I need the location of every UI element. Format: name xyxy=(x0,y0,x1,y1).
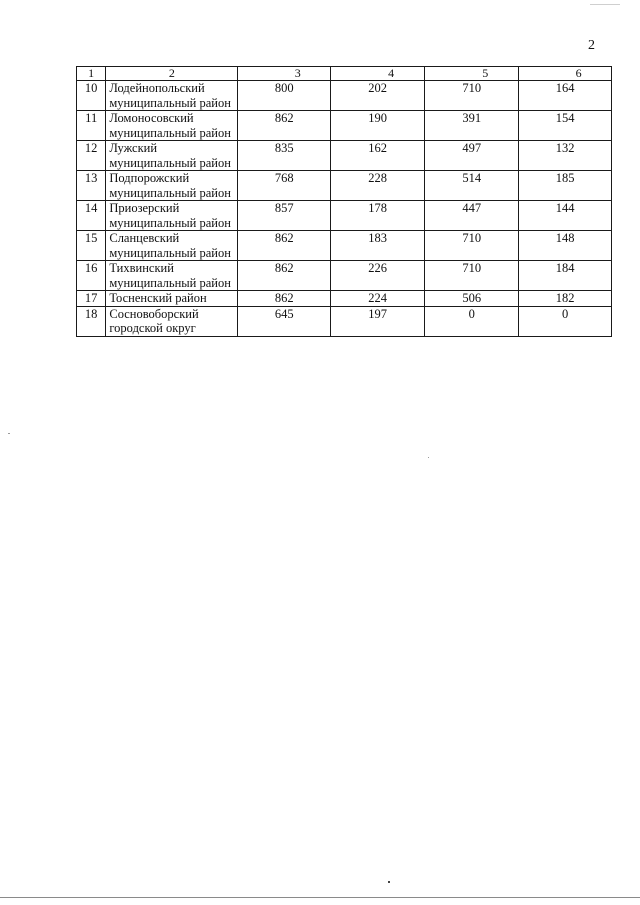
row-value-3: 862 xyxy=(238,231,331,261)
row-value-6: 182 xyxy=(519,291,612,307)
row-name xyxy=(106,306,238,336)
row-value-4: 226 xyxy=(331,261,425,291)
row-value-5: 506 xyxy=(425,291,519,307)
column-header-3: 3 xyxy=(238,67,331,81)
row-name-line1: Сланцевский xyxy=(109,231,180,245)
row-name-line2: муниципальный район xyxy=(109,95,231,110)
column-header-5: 5 xyxy=(425,67,519,81)
row-name-line2: муниципальный район xyxy=(109,275,231,290)
table-row xyxy=(77,111,612,141)
row-name-line2: городской округ xyxy=(109,321,196,335)
row-value-6: 154 xyxy=(519,111,612,141)
row-value-5: 710 xyxy=(425,81,519,111)
row-name xyxy=(106,81,238,111)
data-table xyxy=(76,66,612,337)
row-value-3: 862 xyxy=(238,261,331,291)
row-value-4: 228 xyxy=(331,171,425,201)
row-value-3: 768 xyxy=(238,171,331,201)
row-number: 18 xyxy=(77,306,106,336)
row-name-line2: муниципальный район xyxy=(109,155,231,170)
table-row xyxy=(77,231,612,261)
row-value-3: 800 xyxy=(238,81,331,111)
row-number: 17 xyxy=(77,291,106,307)
row-value-5: 0 xyxy=(425,306,519,336)
row-value-4: 190 xyxy=(331,111,425,141)
row-name xyxy=(106,171,238,201)
row-value-6: 148 xyxy=(519,231,612,261)
row-value-5: 497 xyxy=(425,141,519,171)
row-value-3: 835 xyxy=(238,141,331,171)
row-number: 16 xyxy=(77,261,106,291)
row-value-6: 184 xyxy=(519,261,612,291)
column-header-1: 1 xyxy=(77,67,106,81)
row-name-line1: Лужский xyxy=(109,141,158,155)
table-row xyxy=(77,291,612,307)
column-header-4: 4 xyxy=(331,67,425,81)
row-number: 11 xyxy=(77,111,106,141)
row-value-4: 162 xyxy=(331,141,425,171)
row-value-3: 862 xyxy=(238,291,331,307)
row-name-line2: муниципальный район xyxy=(109,185,231,200)
page-number: 2 xyxy=(588,38,595,53)
column-header-2: 2 xyxy=(106,67,238,81)
row-number: 13 xyxy=(77,171,106,201)
row-value-5: 710 xyxy=(425,261,519,291)
row-value-6: 0 xyxy=(519,306,612,336)
row-value-6: 144 xyxy=(519,201,612,231)
row-number: 12 xyxy=(77,141,106,171)
row-value-6: 132 xyxy=(519,141,612,171)
row-name-line1: Тихвинский xyxy=(109,261,174,275)
row-value-3: 862 xyxy=(238,111,331,141)
row-value-5: 447 xyxy=(425,201,519,231)
table-row xyxy=(77,171,612,201)
table-header-row xyxy=(77,67,612,81)
row-name xyxy=(106,231,238,261)
row-name xyxy=(106,201,238,231)
row-number: 14 xyxy=(77,201,106,231)
scan-speck xyxy=(428,457,429,458)
scan-bottom-edge xyxy=(0,897,640,898)
row-name xyxy=(106,111,238,141)
row-value-4: 183 xyxy=(331,231,425,261)
row-number: 15 xyxy=(77,231,106,261)
row-value-6: 164 xyxy=(519,81,612,111)
table-row xyxy=(77,81,612,111)
row-value-5: 710 xyxy=(425,231,519,261)
table-row xyxy=(77,141,612,171)
row-value-4: 202 xyxy=(331,81,425,111)
row-name-line1: Приозерский xyxy=(109,201,180,215)
row-value-4: 178 xyxy=(331,201,425,231)
row-value-5: 391 xyxy=(425,111,519,141)
row-value-6: 185 xyxy=(519,171,612,201)
row-name: Тосненский район xyxy=(106,291,238,307)
row-name-line1: Сосновоборский xyxy=(109,306,199,321)
row-value-3: 857 xyxy=(238,201,331,231)
row-value-4: 197 xyxy=(331,306,425,336)
scan-speck xyxy=(388,881,390,883)
row-name-line2: муниципальный район xyxy=(109,125,231,140)
table-row xyxy=(77,261,612,291)
row-name-line2: муниципальный район xyxy=(109,245,231,260)
table-row xyxy=(77,201,612,231)
row-number: 10 xyxy=(77,81,106,111)
column-header-6: 6 xyxy=(519,67,612,81)
scan-speck xyxy=(590,4,620,5)
row-name xyxy=(106,261,238,291)
row-value-4: 224 xyxy=(331,291,425,307)
table-row xyxy=(77,306,612,336)
row-name xyxy=(106,141,238,171)
row-name-line2: муниципальный район xyxy=(109,215,231,230)
scan-speck xyxy=(8,433,10,434)
row-name-line1: Ломоносовский xyxy=(109,111,194,125)
row-value-5: 514 xyxy=(425,171,519,201)
row-value-3: 645 xyxy=(238,306,331,336)
row-name-line1: Лодейнопольский xyxy=(109,81,205,95)
row-name-line1: Подпорожский xyxy=(109,171,190,185)
